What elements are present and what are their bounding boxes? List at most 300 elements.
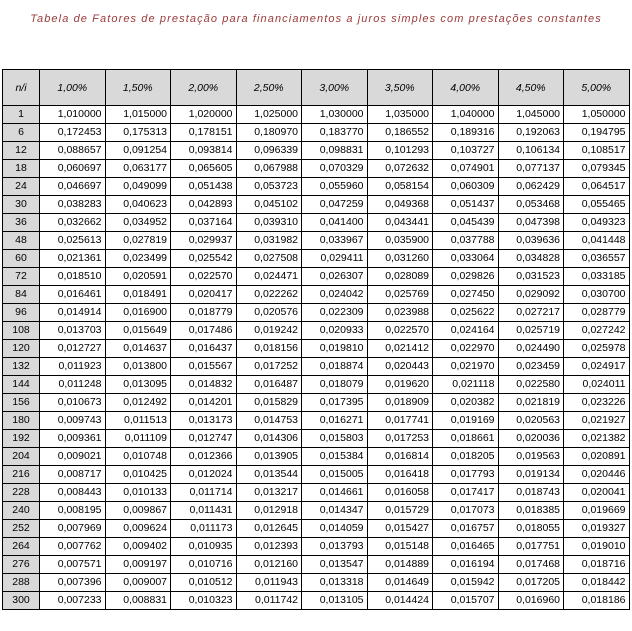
factor-cell: 0,037788 xyxy=(433,232,499,250)
period-cell: 1 xyxy=(3,106,40,124)
factor-cell: 0,033185 xyxy=(564,268,630,286)
factor-cell: 0,045102 xyxy=(236,196,302,214)
factor-cell: 0,058154 xyxy=(367,178,433,196)
factor-cell: 0,021819 xyxy=(498,394,564,412)
table-row xyxy=(3,412,630,430)
period-cell: 240 xyxy=(3,502,40,520)
factor-cell: 0,024917 xyxy=(564,358,630,376)
factor-cell: 0,053723 xyxy=(236,178,302,196)
factor-cell: 0,106134 xyxy=(498,142,564,160)
factor-cell: 0,012024 xyxy=(171,466,237,484)
factor-cell: 0,010512 xyxy=(171,574,237,592)
table-row xyxy=(3,574,630,592)
table-row xyxy=(3,160,630,178)
factor-cell: 1,015000 xyxy=(105,106,171,124)
period-cell: 300 xyxy=(3,592,40,610)
table-row xyxy=(3,214,630,232)
factor-cell: 1,020000 xyxy=(171,106,237,124)
factor-cell: 0,055960 xyxy=(302,178,368,196)
factor-cell: 0,039636 xyxy=(498,232,564,250)
table-row xyxy=(3,358,630,376)
factor-cell: 0,060697 xyxy=(40,160,106,178)
factor-cell: 0,012918 xyxy=(236,502,302,520)
factor-cell: 0,194795 xyxy=(564,124,630,142)
factor-cell: 0,015148 xyxy=(367,538,433,556)
factor-cell: 0,033967 xyxy=(302,232,368,250)
factor-cell: 0,011714 xyxy=(171,484,237,502)
factor-cell: 0,186552 xyxy=(367,124,433,142)
factor-cell: 0,011742 xyxy=(236,592,302,610)
factor-cell: 0,183770 xyxy=(302,124,368,142)
table-row xyxy=(3,304,630,322)
table-row xyxy=(3,448,630,466)
period-cell: 96 xyxy=(3,304,40,322)
factor-cell: 0,020933 xyxy=(302,322,368,340)
factor-cell: 0,013703 xyxy=(40,322,106,340)
factor-cell: 0,018442 xyxy=(564,574,630,592)
table-row xyxy=(3,592,630,610)
factor-cell: 0,016465 xyxy=(433,538,499,556)
factor-cell: 0,019563 xyxy=(498,448,564,466)
factor-cell: 0,027508 xyxy=(236,250,302,268)
factor-cell: 0,010748 xyxy=(105,448,171,466)
factor-cell: 0,189316 xyxy=(433,124,499,142)
table-row xyxy=(3,322,630,340)
period-cell: 6 xyxy=(3,124,40,142)
factor-cell: 0,011109 xyxy=(105,430,171,448)
factor-cell: 1,030000 xyxy=(302,106,368,124)
factor-cell: 0,031523 xyxy=(498,268,564,286)
factor-cell: 0,016960 xyxy=(498,592,564,610)
factor-cell: 0,023226 xyxy=(564,394,630,412)
factor-cell: 0,029411 xyxy=(302,250,368,268)
factor-cell: 0,028779 xyxy=(564,304,630,322)
factor-cell: 0,096339 xyxy=(236,142,302,160)
period-cell: 108 xyxy=(3,322,40,340)
factor-cell: 0,010133 xyxy=(105,484,171,502)
factor-cell: 0,051438 xyxy=(171,178,237,196)
factor-cell: 0,026307 xyxy=(302,268,368,286)
period-cell: 120 xyxy=(3,340,40,358)
factor-cell: 0,017486 xyxy=(171,322,237,340)
factor-cell: 0,033064 xyxy=(433,250,499,268)
factor-cell: 0,020891 xyxy=(564,448,630,466)
factor-cell: 0,013173 xyxy=(171,412,237,430)
factor-cell: 0,021412 xyxy=(367,340,433,358)
factor-cell: 0,029092 xyxy=(498,286,564,304)
rate-header: 1,50% xyxy=(105,70,171,106)
factor-cell: 0,015005 xyxy=(302,466,368,484)
factor-cell: 0,029826 xyxy=(433,268,499,286)
period-cell: 60 xyxy=(3,250,40,268)
factor-cell: 0,018716 xyxy=(564,556,630,574)
period-cell: 36 xyxy=(3,214,40,232)
table-row xyxy=(3,340,630,358)
period-cell: 228 xyxy=(3,484,40,502)
factor-cell: 0,037164 xyxy=(171,214,237,232)
factor-cell: 0,019010 xyxy=(564,538,630,556)
installment-factors-table xyxy=(2,69,630,610)
factor-cell: 0,011513 xyxy=(105,412,171,430)
factor-cell: 0,041448 xyxy=(564,232,630,250)
factor-cell: 0,018743 xyxy=(498,484,564,502)
factor-cell: 0,009867 xyxy=(105,502,171,520)
factor-cell: 0,038283 xyxy=(40,196,106,214)
factor-cell: 0,018874 xyxy=(302,358,368,376)
factor-cell: 0,019810 xyxy=(302,340,368,358)
factor-cell: 0,018909 xyxy=(367,394,433,412)
factor-cell: 0,010935 xyxy=(171,538,237,556)
table-row xyxy=(3,250,630,268)
factor-cell: 0,014661 xyxy=(302,484,368,502)
factor-cell: 0,007396 xyxy=(40,574,106,592)
factor-cell: 0,010323 xyxy=(171,592,237,610)
factor-cell: 0,020382 xyxy=(433,394,499,412)
table-row xyxy=(3,502,630,520)
period-cell: 132 xyxy=(3,358,40,376)
table-row xyxy=(3,394,630,412)
factor-cell: 0,017793 xyxy=(433,466,499,484)
factor-cell: 0,018491 xyxy=(105,286,171,304)
factor-cell: 0,072632 xyxy=(367,160,433,178)
factor-cell: 0,053468 xyxy=(498,196,564,214)
rate-header: 2,50% xyxy=(236,70,302,106)
factor-cell: 0,009624 xyxy=(105,520,171,538)
factor-cell: 0,011248 xyxy=(40,376,106,394)
factor-cell: 0,017205 xyxy=(498,574,564,592)
factor-cell: 0,180970 xyxy=(236,124,302,142)
factor-cell: 0,093814 xyxy=(171,142,237,160)
factor-cell: 0,029937 xyxy=(171,232,237,250)
factor-cell: 0,014424 xyxy=(367,592,433,610)
factor-cell: 0,009021 xyxy=(40,448,106,466)
factor-cell: 0,062429 xyxy=(498,178,564,196)
factor-cell: 0,031260 xyxy=(367,250,433,268)
table-row xyxy=(3,556,630,574)
period-cell: 264 xyxy=(3,538,40,556)
period-cell: 12 xyxy=(3,142,40,160)
factor-cell: 0,020591 xyxy=(105,268,171,286)
factor-cell: 1,050000 xyxy=(564,106,630,124)
factor-cell: 0,011943 xyxy=(236,574,302,592)
period-cell: 276 xyxy=(3,556,40,574)
period-cell: 288 xyxy=(3,574,40,592)
factor-cell: 0,014649 xyxy=(367,574,433,592)
factor-cell: 0,019134 xyxy=(498,466,564,484)
factor-cell: 0,024471 xyxy=(236,268,302,286)
factor-cell: 0,067988 xyxy=(236,160,302,178)
factor-cell: 0,012727 xyxy=(40,340,106,358)
factor-cell: 0,022570 xyxy=(171,268,237,286)
factor-cell: 0,015729 xyxy=(367,502,433,520)
table-row xyxy=(3,520,630,538)
factor-cell: 0,019669 xyxy=(564,502,630,520)
factor-cell: 0,016461 xyxy=(40,286,106,304)
factor-cell: 0,024164 xyxy=(433,322,499,340)
factor-cell: 0,017253 xyxy=(367,430,433,448)
factor-cell: 0,014201 xyxy=(171,394,237,412)
factor-cell: 0,014306 xyxy=(236,430,302,448)
factor-cell: 0,025719 xyxy=(498,322,564,340)
factor-cell: 0,017073 xyxy=(433,502,499,520)
factor-cell: 0,025613 xyxy=(40,232,106,250)
factor-cell: 0,013318 xyxy=(302,574,368,592)
factor-cell: 0,016058 xyxy=(367,484,433,502)
factor-cell: 0,009197 xyxy=(105,556,171,574)
factor-cell: 0,015567 xyxy=(171,358,237,376)
factor-cell: 0,015427 xyxy=(367,520,433,538)
factor-cell: 0,192063 xyxy=(498,124,564,142)
factor-cell: 0,007762 xyxy=(40,538,106,556)
period-cell: 84 xyxy=(3,286,40,304)
period-cell: 48 xyxy=(3,232,40,250)
factor-cell: 0,011173 xyxy=(171,520,237,538)
factor-cell: 0,079345 xyxy=(564,160,630,178)
factor-cell: 0,009402 xyxy=(105,538,171,556)
table-row xyxy=(3,376,630,394)
factor-cell: 0,101293 xyxy=(367,142,433,160)
factor-cell: 0,018055 xyxy=(498,520,564,538)
factor-cell: 0,017252 xyxy=(236,358,302,376)
factor-cell: 0,015384 xyxy=(302,448,368,466)
factor-cell: 0,016271 xyxy=(302,412,368,430)
period-cell: 204 xyxy=(3,448,40,466)
rate-header: 3,00% xyxy=(302,70,368,106)
factor-cell: 0,020443 xyxy=(367,358,433,376)
header-row xyxy=(3,70,630,106)
factor-cell: 0,013105 xyxy=(302,592,368,610)
factor-cell: 0,014059 xyxy=(302,520,368,538)
factor-cell: 0,040623 xyxy=(105,196,171,214)
factor-cell: 0,022580 xyxy=(498,376,564,394)
factor-cell: 0,022570 xyxy=(367,322,433,340)
factor-cell: 0,021118 xyxy=(433,376,499,394)
factor-cell: 0,018079 xyxy=(302,376,368,394)
rate-header: 3,50% xyxy=(367,70,433,106)
factor-cell: 0,098831 xyxy=(302,142,368,160)
period-cell: 216 xyxy=(3,466,40,484)
factor-cell: 0,016418 xyxy=(367,466,433,484)
factor-cell: 0,020576 xyxy=(236,304,302,322)
factor-cell: 0,015803 xyxy=(302,430,368,448)
factor-cell: 0,018661 xyxy=(433,430,499,448)
factor-cell: 0,013905 xyxy=(236,448,302,466)
factor-cell: 0,014914 xyxy=(40,304,106,322)
factor-cell: 0,041400 xyxy=(302,214,368,232)
table-row xyxy=(3,268,630,286)
factor-cell: 0,014889 xyxy=(367,556,433,574)
factor-cell: 0,021361 xyxy=(40,250,106,268)
table-row xyxy=(3,232,630,250)
factor-cell: 0,018205 xyxy=(433,448,499,466)
factor-cell: 0,025978 xyxy=(564,340,630,358)
period-cell: 252 xyxy=(3,520,40,538)
period-cell: 156 xyxy=(3,394,40,412)
factor-cell: 0,043441 xyxy=(367,214,433,232)
factor-cell: 0,027242 xyxy=(564,322,630,340)
factor-cell: 0,021382 xyxy=(564,430,630,448)
factor-cell: 0,034828 xyxy=(498,250,564,268)
factor-cell: 0,020041 xyxy=(564,484,630,502)
factor-cell: 0,016900 xyxy=(105,304,171,322)
factor-cell: 0,088657 xyxy=(40,142,106,160)
factor-cell: 0,027450 xyxy=(433,286,499,304)
factor-cell: 0,017395 xyxy=(302,394,368,412)
factor-cell: 0,013217 xyxy=(236,484,302,502)
table-row xyxy=(3,286,630,304)
factor-cell: 0,020446 xyxy=(564,466,630,484)
factor-cell: 0,010673 xyxy=(40,394,106,412)
factor-cell: 0,047259 xyxy=(302,196,368,214)
factor-cell: 0,091254 xyxy=(105,142,171,160)
factor-cell: 0,013544 xyxy=(236,466,302,484)
rate-header: 4,00% xyxy=(433,70,499,106)
factor-cell: 0,017751 xyxy=(498,538,564,556)
factor-cell: 0,013793 xyxy=(302,538,368,556)
factor-cell: 0,012492 xyxy=(105,394,171,412)
factor-cell: 0,016757 xyxy=(433,520,499,538)
factor-cell: 0,074901 xyxy=(433,160,499,178)
factor-cell: 0,012160 xyxy=(236,556,302,574)
factor-cell: 0,021970 xyxy=(433,358,499,376)
period-cell: 24 xyxy=(3,178,40,196)
factor-cell: 0,024042 xyxy=(302,286,368,304)
period-cell: 144 xyxy=(3,376,40,394)
factor-cell: 0,051437 xyxy=(433,196,499,214)
factor-cell: 0,022309 xyxy=(302,304,368,322)
factor-cell: 0,020417 xyxy=(171,286,237,304)
factor-cell: 0,015649 xyxy=(105,322,171,340)
table-row xyxy=(3,430,630,448)
factor-cell: 0,018510 xyxy=(40,268,106,286)
factor-cell: 0,008831 xyxy=(105,592,171,610)
factor-cell: 0,042893 xyxy=(171,196,237,214)
factor-cell: 0,065605 xyxy=(171,160,237,178)
table-row xyxy=(3,178,630,196)
factor-cell: 0,008443 xyxy=(40,484,106,502)
table-row xyxy=(3,538,630,556)
period-cell: 30 xyxy=(3,196,40,214)
factor-cell: 0,016487 xyxy=(236,376,302,394)
factor-cell: 0,014832 xyxy=(171,376,237,394)
factor-cell: 0,049368 xyxy=(367,196,433,214)
factor-cell: 0,045439 xyxy=(433,214,499,232)
factor-cell: 0,014753 xyxy=(236,412,302,430)
factor-cell: 0,012366 xyxy=(171,448,237,466)
factor-cell: 0,016194 xyxy=(433,556,499,574)
factor-cell: 0,023459 xyxy=(498,358,564,376)
factor-cell: 0,055465 xyxy=(564,196,630,214)
period-cell: 180 xyxy=(3,412,40,430)
factor-cell: 0,019242 xyxy=(236,322,302,340)
factor-cell: 0,047398 xyxy=(498,214,564,232)
rate-header: 5,00% xyxy=(564,70,630,106)
factor-cell: 0,178151 xyxy=(171,124,237,142)
factor-cell: 0,019169 xyxy=(433,412,499,430)
factor-cell: 0,019620 xyxy=(367,376,433,394)
factor-cell: 0,032662 xyxy=(40,214,106,232)
factor-cell: 1,025000 xyxy=(236,106,302,124)
factor-cell: 1,035000 xyxy=(367,106,433,124)
table-row xyxy=(3,466,630,484)
factor-cell: 0,034952 xyxy=(105,214,171,232)
factor-cell: 0,077137 xyxy=(498,160,564,178)
factor-cell: 0,016437 xyxy=(171,340,237,358)
factor-cell: 1,010000 xyxy=(40,106,106,124)
table-body xyxy=(3,106,630,610)
factor-cell: 0,030700 xyxy=(564,286,630,304)
factor-cell: 0,012645 xyxy=(236,520,302,538)
factor-cell: 0,021927 xyxy=(564,412,630,430)
factor-cell: 0,025542 xyxy=(171,250,237,268)
factor-cell: 0,049099 xyxy=(105,178,171,196)
factor-cell: 0,010716 xyxy=(171,556,237,574)
factor-cell: 0,007571 xyxy=(40,556,106,574)
factor-cell: 0,016814 xyxy=(367,448,433,466)
factor-cell: 0,017741 xyxy=(367,412,433,430)
factor-cell: 0,063177 xyxy=(105,160,171,178)
factor-cell: 0,070329 xyxy=(302,160,368,178)
factor-cell: 0,025769 xyxy=(367,286,433,304)
factor-cell: 0,023988 xyxy=(367,304,433,322)
factor-cell: 0,035900 xyxy=(367,232,433,250)
factor-cell: 0,009361 xyxy=(40,430,106,448)
factor-cell: 0,015707 xyxy=(433,592,499,610)
factor-cell: 0,031982 xyxy=(236,232,302,250)
table-row xyxy=(3,124,630,142)
factor-cell: 0,018156 xyxy=(236,340,302,358)
factor-cell: 0,022970 xyxy=(433,340,499,358)
table-row xyxy=(3,106,630,124)
table-row xyxy=(3,484,630,502)
factor-cell: 0,011923 xyxy=(40,358,106,376)
factor-cell: 0,027819 xyxy=(105,232,171,250)
period-cell: 192 xyxy=(3,430,40,448)
factor-cell: 0,011431 xyxy=(171,502,237,520)
factor-cell: 0,024011 xyxy=(564,376,630,394)
factor-cell: 0,103727 xyxy=(433,142,499,160)
factor-cell: 0,019327 xyxy=(564,520,630,538)
factor-cell: 0,017417 xyxy=(433,484,499,502)
factor-cell: 0,013800 xyxy=(105,358,171,376)
factor-cell: 0,009007 xyxy=(105,574,171,592)
factor-cell: 0,060309 xyxy=(433,178,499,196)
factor-cell: 0,017468 xyxy=(498,556,564,574)
factor-cell: 0,013547 xyxy=(302,556,368,574)
factor-cell: 0,020036 xyxy=(498,430,564,448)
factor-cell: 0,014347 xyxy=(302,502,368,520)
factor-cell: 0,014637 xyxy=(105,340,171,358)
factor-cell: 0,013095 xyxy=(105,376,171,394)
factor-cell: 0,025622 xyxy=(433,304,499,322)
factor-cell: 0,024490 xyxy=(498,340,564,358)
factor-cell: 0,028089 xyxy=(367,268,433,286)
factor-cell: 0,008717 xyxy=(40,466,106,484)
factor-cell: 1,045000 xyxy=(498,106,564,124)
factor-cell: 0,007969 xyxy=(40,520,106,538)
factor-cell: 0,015829 xyxy=(236,394,302,412)
factor-cell: 0,027217 xyxy=(498,304,564,322)
factor-cell: 1,040000 xyxy=(433,106,499,124)
factor-cell: 0,012747 xyxy=(171,430,237,448)
factor-cell: 0,108517 xyxy=(564,142,630,160)
factor-cell: 0,018186 xyxy=(564,592,630,610)
factor-cell: 0,018385 xyxy=(498,502,564,520)
factor-cell: 0,010425 xyxy=(105,466,171,484)
factor-cell: 0,020563 xyxy=(498,412,564,430)
factor-cell: 0,023499 xyxy=(105,250,171,268)
period-cell: 72 xyxy=(3,268,40,286)
